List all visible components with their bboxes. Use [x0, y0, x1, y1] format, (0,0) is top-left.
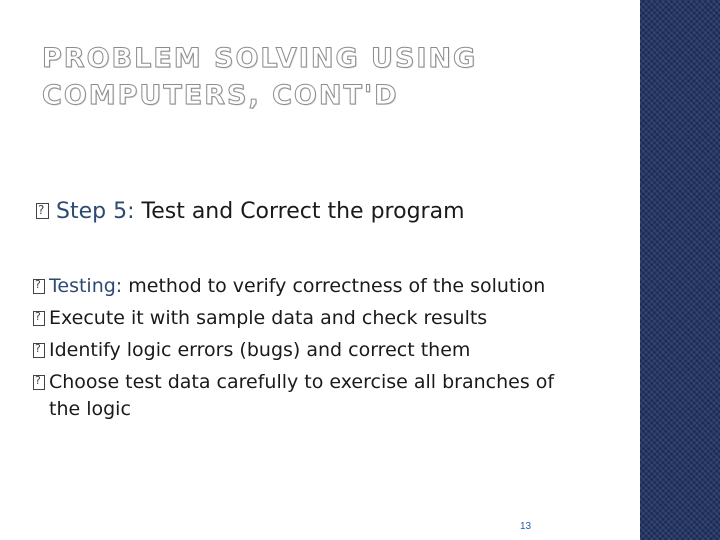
main-bullet-step-5: [36, 198, 596, 226]
sub-bullet-lead-testing: Testing:: [49, 275, 123, 297]
sub-bullet-execute: [33, 302, 628, 334]
sub-bullet-choose: [33, 366, 628, 425]
sub-bullet-text-execute: Execute it with sample data and check results: [49, 307, 488, 329]
sub-bullet-box-icon: [33, 343, 45, 358]
sub-bullet-box-icon: [33, 311, 45, 326]
main-bullet-text: Test and Correct the program: [141, 199, 465, 224]
slide-title: PROBLEM SOLVING USING COMPUTERS, CONT'D: [42, 43, 478, 111]
testing-subbullets: [33, 270, 628, 425]
main-bullet-lead: Step 5:: [56, 199, 135, 224]
sub-bullet-text-choose: Choose test data carefully to exercise all branches of: [49, 371, 555, 393]
sub-bullet-box-icon: [33, 375, 45, 390]
sub-bullet-box-icon: [33, 279, 45, 294]
sub-bullet-text-testing: method to verify correctness of the solution: [128, 275, 546, 297]
sub-bullet-identify: [33, 334, 628, 366]
sub-bullet-testing: [33, 270, 628, 302]
sub-bullet-text-identify: Identify logic errors (bugs) and correct them: [49, 339, 471, 361]
decorative-side-panel: [640, 0, 720, 540]
sub-bullet-text-choose-continuation: the logic: [49, 398, 131, 420]
page-number: 13: [520, 521, 532, 532]
bullet-box-icon: [36, 203, 49, 219]
